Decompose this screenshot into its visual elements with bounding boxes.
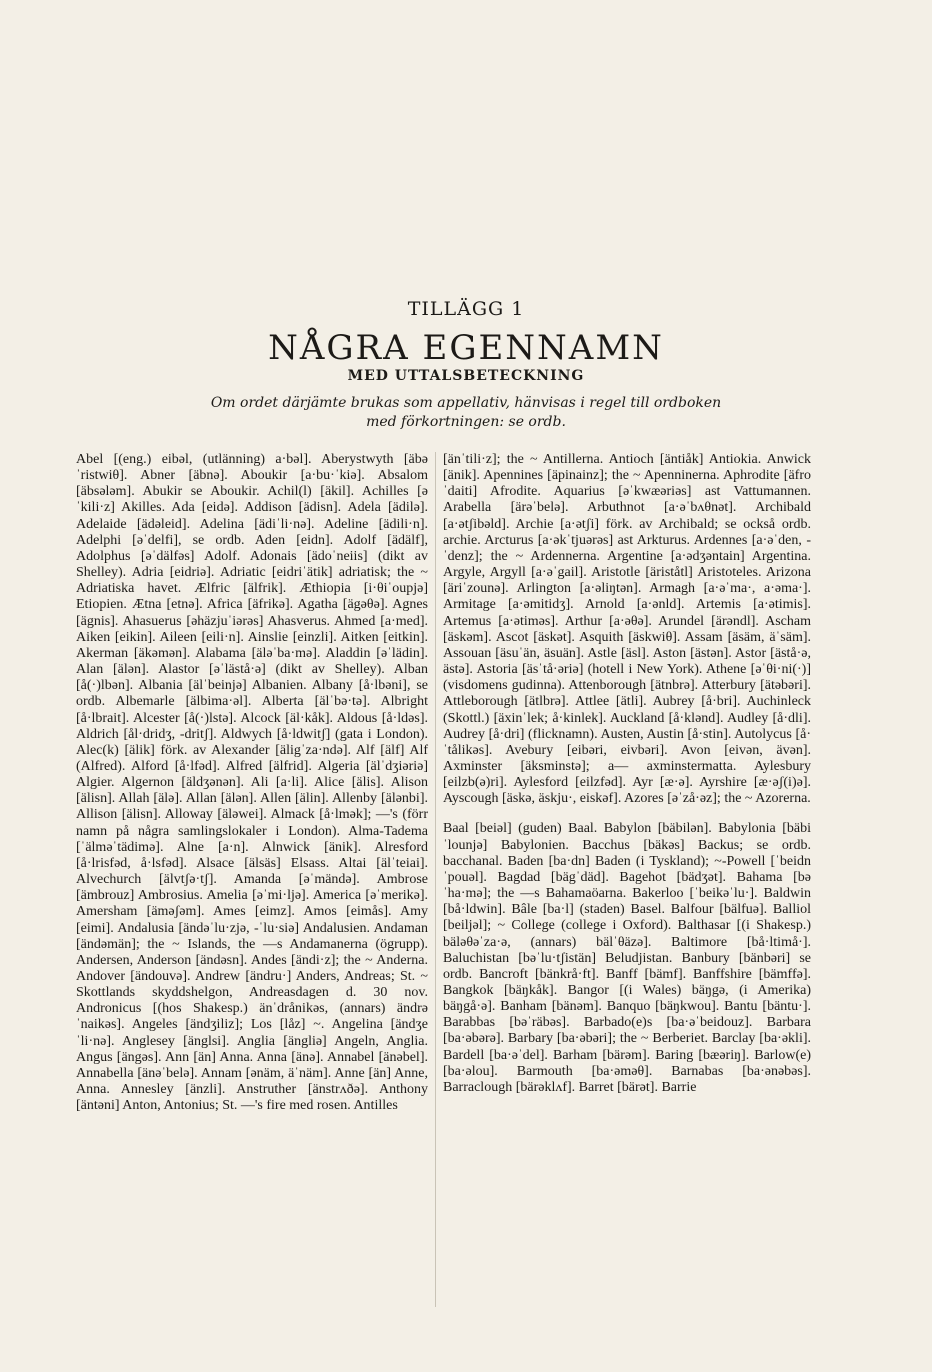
section-gap — [443, 807, 811, 821]
usage-note — [120, 394, 812, 432]
usage-note-line-1: Om ordet därjämte brukas som appellativ, hänvisas i regel till ordboken — [210, 395, 722, 411]
right-column-entries-a: [änˈtili·z]; the ~ Antillerna. Antioch [äntiåk] Antiokia. Anwick [änik]. Apennines [äpinainz]; the ~ Apenninerna. Aphrodite [äfroˈdaiti] Afrodite. Aquarius [əˈkwæəriəs] ast Vattumannen. Arabella [ärəˈbelə]. Arbuthnot [a·əˈbʌθnət]. Archibald [a·ətʃibəld]. Archie [a·ətʃi] förk. av Archibald; se också ordb. archie. Arcturus [a·əkˈtjuərəs] ast Arkturus. Ardennes [a·əˈden, -ˈdenz]; the ~ Ardennerna. Argentine [a·ədʒəntain] Argentina. Argyle, Argyll [a·əˈgail]. Aristotle [äriståtl] Aristoteles. Arizona [äriˈzounə]. Arlington [a·əliŋtən]. Armagh [a·əˈma·, a·əma·]. Armitage [a·əmitidʒ]. Arnold [a·ənld]. Artemis [a·ətimis]. Artemus [a·ətiməs]. Arthur [a·əθə]. Arundel [ärəndl]. Ascham [äskəm]. Ascot [äskət]. Asquith [äskwiθ]. Assam [äsäm, äˈsäm]. Assouan [äsuˈän, äsuän]. Astle [äsl]. Aston [ästən]. Astor [ästå·ə, ästə]. Astoria [äsˈtå·əriə] (hotell i New York). Athene [əˈθi·ni(·)] (visdomens gudinna). Attenborough [ätnbrə]. Atterbury [ätəbəri]. Attleborough [ätlbrə]. Attlee [ätli]. Aubrey [å·bri]. Auchinleck (Skottl.) [äxinˈlek; å·kinlek]. Auckland [å·klənd]. Audley [å·dli]. Audrey [å·dri] (flicknamn). Austen, Austin [å·stin]. Autolycus [å·ˈtålikəs]. Avebury [eibəri, eivbəri]. Avon [eivən, ävən]. Axminster [äksminstə]; a— axminstermatta. Aylesbury [eilzb(ə)ri]. Aylesford [eilzfəd]. Ayr [æ·ə]. Ayrshire [æ·əʃ(i)ə]. Ayscough [äskə, äskju·, eiskəf]. Azores [əˈzå·əz]; the ~ Azorerna. — [443, 452, 811, 807]
right-column-entries-b: Baal [beiəl] (guden) Baal. Babylon [bäbilən]. Babylonia [bäbiˈlounjə] Babylonien. Bacchus [bäkəs] Backus; se ordb. bacchanal. Baden [ba·dn] Baden (i Tyskland); ~-Powell [ˈbeidnˈpouəl]. Bagdad [bägˈdäd]. Bagehot [bädʒət]. Bahama [bəˈha·mə]; the —s Bahamaöarna. Bakerloo [ˈbeikəˈlu·]. Baldwin [bå·ldwin]. Bâle [ba·l] (staden) Basel. Balfour [bälfuə]. Balliol [beiljəl]; ~ College (college i Oxford). Balthasar [(i Shakesp.) bäləθəˈza·ə, (annars) bälˈθäzə]. Baltimore [bå·ltimå·]. Baluchistan [bəˈlu·tʃistän] Beludjistan. Banbury [bänbəri] se ordb. Bancroft [bänkrå·ft]. Banff [bämf]. Banffshire [bämffə]. Bangkok [bäŋkåk]. Bangor [(i Wales) bäŋgə, (i Amerika) bäŋgå·ə]. Banham [bänəm]. Banquo [bäŋkwou]. Bantu [bäntu·]. Barabbas [bəˈräbəs]. Barbado(e)s [ba·əˈbeidouz]. Barbara [ba·əbərə]. Barbary [ba·əbəri]; the ~ Berberiet. Barclay [ba·əkli]. Bardell [ba·əˈdel]. Barham [bärəm]. Baring [bæəriŋ]. Barlow(e) [ba·əlou]. Barmouth [ba·əməθ]. Barnabas [ba·ənəbəs]. Barraclough [bärəklʌf]. Barret [bärət]. Barrie — [443, 821, 811, 1095]
right-column — [443, 452, 811, 1096]
left-column — [76, 452, 428, 1114]
left-column-entries: Abel [(eng.) eibəl, (utlänning) a·bəl]. Aberystwyth [äbəˈristwiθ]. Abner [äbnə]. Aboukir [a·bu·ˈkiə]. Absalom [äbsələm]. Abukir se Aboukir. Achil(l) [äkil]. Achilles [əˈkili·z] Akilles. Ada [eidə]. Addison [ädisn]. Adela [ädilə]. Adelaide [ädəleid]. Adelina [ädiˈli·nə]. Adeline [ädili·n]. Adelphi [əˈdelfi], se ordb. Aden [eidn]. Adolf [ädälf], Adolphus [əˈdälfəs] Adolf. Adonais [ädoˈneiis] (dikt av Shelley). Adria [eidriə]. Adriatic [eidriˈätik] adriatisk; the ~ Adriatiska havet. Ælfric [älfrik]. Æthiopia [i·θiˈoupjə] Etiopien. Ætna [etnə]. Africa [äfrikə]. Agatha [ägəθə]. Agnes [ägnis]. Ahasuerus [əhäzjuˈiərəs] Ahasverus. Ahmed [a·med]. Aiken [eikin]. Aileen [eili·n]. Ainslie [einzli]. Aitken [eitkin]. Akerman [äkəmən]. Alabama [äləˈba·mə]. Aladdin [əˈlädin]. Alan [älən]. Alastor [əˈlästå·ə] (dikt av Shelley). Alban [å(·)lbən]. Albania [älˈbeinjə] Albanien. Albany [å·lbəni], se ordb. Albemarle [älbima·əl]. Alberta [älˈbə·tə]. Albright [å·lbrait]. Alcester [å(·)lstə]. Alcock [äl·kåk]. Aldous [å·ldəs]. Aldrich [ål·dridʒ, -dritʃ]. Aldwych [å·ldwitʃ] (gata i London). Alec(k) [älik] förk. av Alexander [äligˈza·ndə]. Alf [älf] Alf (Alfred). Alford [å·lfəd]. Alfred [älfrid]. Algeria [älˈdʒiəriə] Algier. Algernon [äldʒənən]. Ali [a·li]. Alice [älis]. Alison [älisn]. Allah [älə]. Allan [älən]. Allen [älin]. Allenby [älənbi]. Allison [älisn]. Alloway [äləwei]. Almack [å·lmək]; —'s (förr namn på några samlingslokaler i London). Alma-Tadema [ˈälməˈtädimə]. Alne [a·n]. Alnwick [änik]. Alresford [å·lrisfəd, å·lsfəd]. Alsace [älsäs] Elsass. Altai [älˈteiai]. Alvechurch [älvtʃə·tʃ]. Amanda [əˈmändə]. Ambrose [ämbrouz] Ambrosius. Amelia [əˈmi·ljə]. America [əˈmerikə]. Amersham [äməʃəm]. Ames [eimz]. Amos [eimås]. Amy [eimi]. Andalusia [ändəˈlu·zjə, -ˈlu·siə] Andalusien. Andaman [ändəmän]; the ~ Islands, the —s Andamanerna (ögrupp). Andersen, Anderson [ändəsn]. Andes [ändi·z]; the ~ Anderna. Andover [ändouvə]. Andrew [ändru·] Anders, Andreas; St. ~ Skottlands skyddshelgon, Andreasdagen d. 30 nov. Andronicus [(hos Shakesp.) änˈdrånikəs, (annars) ändrəˈnaikəs]. Angeles [ändʒiliz]; Los [låz] ~. Angelina [ändʒeˈli·nə]. Anglesey [änglsi]. Anglia [ängliə] Angeln, Anglia. Angus [ängəs]. Ann [än] Anna. Anna [änə]. Annabel [änəbel]. Annabella [änəˈbelə]. Annam [ənäm, äˈnäm]. Anne [än] Anne, Anna. Annesley [änzli]. Anstruther [änstrʌðə]. Anthony [äntəni] Anton, Antonius; St. —'s fire med rosen. Antilles — [76, 452, 428, 1114]
page-subtitle: MED UTTALSBETECKNING — [347, 368, 585, 384]
appendix-label: TILLÄGG 1 — [407, 298, 525, 320]
usage-note-line-2: med förkortningen: se ordb. — [366, 414, 566, 430]
page-title: NÅGRA EGENNAMN — [268, 328, 664, 368]
column-divider — [435, 452, 436, 1307]
